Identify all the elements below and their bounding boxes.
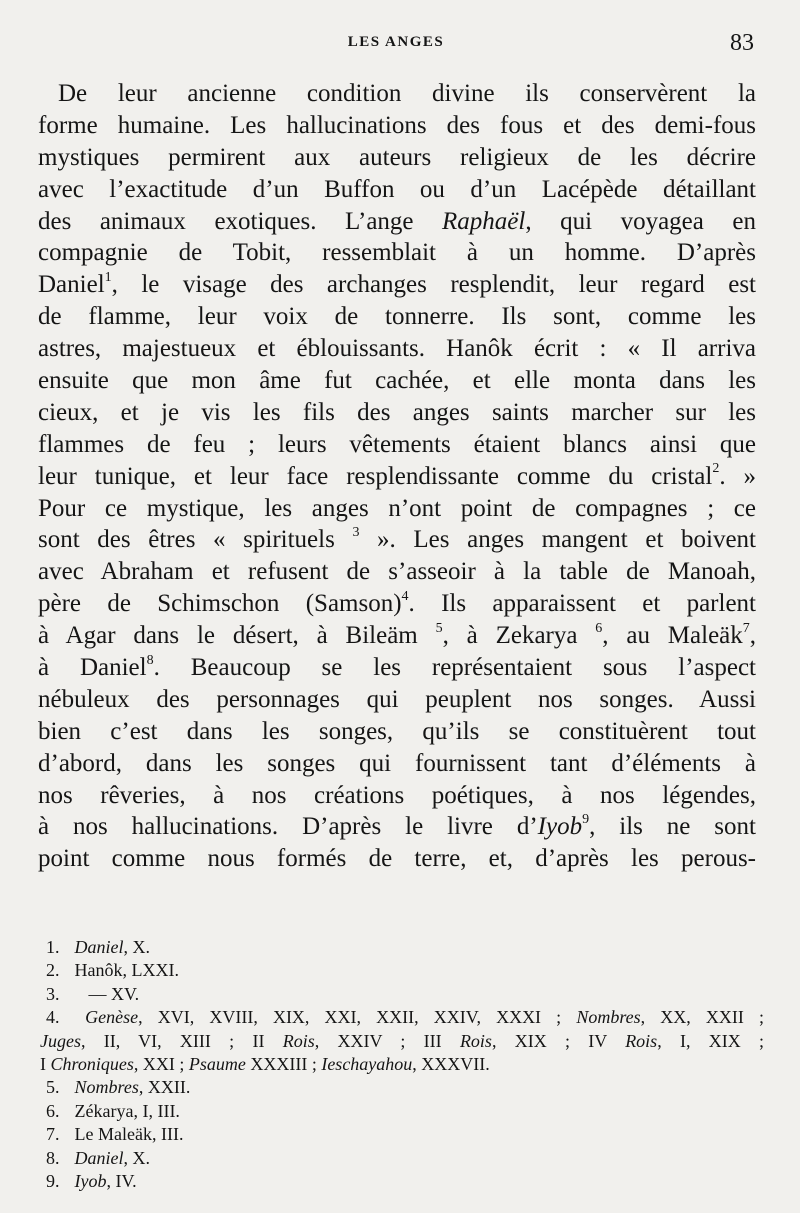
- footnote-text: Hanôk, LXXI.: [74, 960, 179, 981]
- footnote-number: 5.: [46, 1077, 60, 1098]
- footnote-text: , X.: [123, 1147, 150, 1168]
- footnote: [40, 1123, 764, 1146]
- footnote: [40, 983, 764, 1006]
- footnote-ref: 4: [401, 588, 409, 604]
- text-span: , le visage des archanges resplendit, leur regard est: [111, 271, 756, 299]
- footnote: [40, 1076, 764, 1099]
- text-span: . »: [719, 462, 756, 490]
- text-line: nos rêveries, à nos créations poétiques, à nos légendes,: [38, 781, 756, 809]
- text-line: cieux, et je vis les fils des anges saints marcher sur les: [38, 398, 756, 426]
- footnote-text: , XX, XXII ;: [640, 1007, 764, 1028]
- text-span: . Ils apparaissent et parlent: [408, 590, 756, 618]
- footnote-number: 1.: [46, 937, 60, 957]
- text-span: , au Maleäk: [602, 622, 743, 650]
- text-line: De leur ancienne condition divine ils conservèrent la: [58, 80, 756, 107]
- footnote-text: , XIX ; IV: [491, 1030, 626, 1051]
- book-title: Rois: [459, 1030, 492, 1051]
- text-span: Daniel: [38, 271, 105, 299]
- text-span: , qui voyagea en: [525, 207, 756, 235]
- footnote-number: 2.: [46, 960, 60, 981]
- footnote: [40, 936, 764, 959]
- text-line: [38, 588, 756, 620]
- footnote-text: I: [40, 1053, 51, 1074]
- book-title: Daniel: [74, 937, 124, 957]
- footnote-text: Le Maleäk, III.: [74, 1124, 184, 1145]
- footnote-number: 6.: [46, 1100, 60, 1121]
- text-line: bien c’est dans les songes, qu’ils se constituèrent tout: [38, 717, 756, 745]
- footnote-text: , II, VI, XIII ; II: [80, 1030, 283, 1051]
- footnote: [40, 1170, 764, 1193]
- main-text: [38, 78, 756, 875]
- footnote: [40, 1147, 764, 1170]
- text-line: [38, 620, 756, 652]
- text-line: avec Abraham et refusent de s’asseoir à la table de Manoah,: [38, 558, 756, 586]
- text-span: des animaux exotiques. L’ange: [38, 207, 443, 235]
- text-line: point comme nous formés de terre, et, d’après les perous-: [38, 845, 756, 873]
- text-span: ,: [749, 622, 756, 650]
- footnote: [40, 959, 764, 982]
- text-line: [38, 269, 756, 301]
- page-number: 83: [730, 30, 754, 56]
- footnote-ref: 2: [712, 461, 720, 477]
- footnote-ref: 1: [104, 270, 112, 286]
- footnote-text: , XXII.: [138, 1077, 191, 1098]
- book-title: Nombres: [576, 1007, 641, 1028]
- text-line: [38, 652, 756, 684]
- footnote-ref: 5: [435, 620, 443, 636]
- text-line: [38, 206, 756, 238]
- text-span: père de Schimschon (Samson): [38, 590, 402, 618]
- book-title: Iyob: [74, 1170, 107, 1191]
- footnote-text: , XVI, XVIII, XIX, XXI, XXII, XXIV, XXXI ;: [138, 1007, 577, 1028]
- footnote-number: 4.: [46, 1007, 60, 1028]
- footnote-text: , XXXVII.: [412, 1053, 490, 1074]
- text-line: [38, 524, 756, 556]
- text-line: avec l’exactitude d’un Buffon ou d’un Lacépède détaillant: [38, 175, 756, 203]
- text-line: [38, 811, 756, 843]
- text-line: compagnie de Tobit, ressemblait à un homme. D’après: [38, 239, 756, 267]
- text-span: , à Zekarya: [442, 622, 596, 650]
- footnote-ref: 3: [352, 525, 360, 541]
- book-title: Ieschayahou: [321, 1053, 413, 1074]
- footnote-ref: 6: [595, 620, 603, 636]
- footnote-number: 9.: [46, 1170, 60, 1191]
- text-line: d’abord, dans les songes qui fournissent tant d’éléments à: [38, 749, 756, 777]
- book-title: Rois: [282, 1030, 315, 1051]
- text-line: ensuite que mon âme fut cachée, et elle monta dans les: [38, 367, 756, 395]
- text-span: leur tunique, et leur face resplendissante comme du cristal: [38, 462, 713, 490]
- text-span: . Beaucoup se les représentaient sous l’aspect: [153, 654, 756, 682]
- text-span: sont des êtres « spirituels: [38, 526, 353, 554]
- footnote-text: , X.: [123, 937, 150, 957]
- footnote-text: , XXIV ; III: [314, 1030, 460, 1051]
- page-header: [38, 30, 754, 60]
- book-title: Chroniques: [50, 1053, 134, 1074]
- footnote-text: , I, XIX ;: [657, 1030, 764, 1051]
- footnote-ref: 8: [146, 652, 154, 668]
- footnote-ref: 9: [582, 812, 590, 828]
- footnote-text: Zékarya, I, III.: [74, 1100, 180, 1121]
- text-span: à Daniel: [38, 654, 147, 682]
- footnote-number: 8.: [46, 1147, 60, 1168]
- text-span: , ils ne sont: [589, 813, 756, 841]
- footnote-number: 3.: [46, 983, 60, 1004]
- text-span: à nos hallucinations. D’après le livre d’: [38, 813, 538, 841]
- italic-name: Raphaël: [442, 207, 526, 235]
- book-title: Rois: [625, 1030, 658, 1051]
- text-line: [38, 461, 756, 493]
- book-title: Psaume: [188, 1053, 246, 1074]
- footnotes: [40, 936, 764, 1193]
- footnote-text: XXXIII ;: [245, 1053, 322, 1074]
- footnote-continuation: [40, 1030, 764, 1053]
- footnote: [40, 1100, 764, 1123]
- text-line: mystiques permirent aux auteurs religieux de les décrire: [38, 143, 756, 171]
- footnote-continuation: [40, 1053, 764, 1076]
- text-span: à Agar dans le désert, à Bileäm: [38, 622, 436, 650]
- book-title: Genèse: [85, 1007, 139, 1028]
- book-title: Daniel: [74, 1147, 124, 1168]
- footnote-text: — XV.: [88, 983, 140, 1004]
- footnote-number: 7.: [46, 1124, 60, 1145]
- text-span: ». Les anges mangent et boivent: [359, 526, 756, 554]
- footnote-ref: 7: [742, 620, 750, 636]
- italic-name: Iyob: [537, 813, 583, 841]
- text-line: flammes de feu ; leurs vêtements étaient blancs ainsi que: [38, 430, 756, 458]
- text-line: Pour ce mystique, les anges n’ont point de compagnes ; ce: [38, 494, 756, 522]
- footnote-text: , XXI ;: [133, 1053, 189, 1074]
- text-line: forme humaine. Les hallucinations des fous et des demi-fous: [38, 111, 756, 139]
- book-title: Juges: [40, 1030, 81, 1051]
- running-title: LES ANGES: [347, 34, 445, 50]
- book-title: Nombres: [74, 1077, 139, 1098]
- text-line: astres, majestueux et éblouissants. Hanôk écrit : « Il arriva: [38, 335, 756, 363]
- text-line: nébuleux des personnages qui peuplent nos songes. Aussi: [38, 685, 756, 713]
- text-line: de flamme, leur voix de tonnerre. Ils sont, comme les: [38, 303, 756, 331]
- footnote: [40, 1006, 764, 1029]
- footnote-text: , IV.: [106, 1170, 137, 1191]
